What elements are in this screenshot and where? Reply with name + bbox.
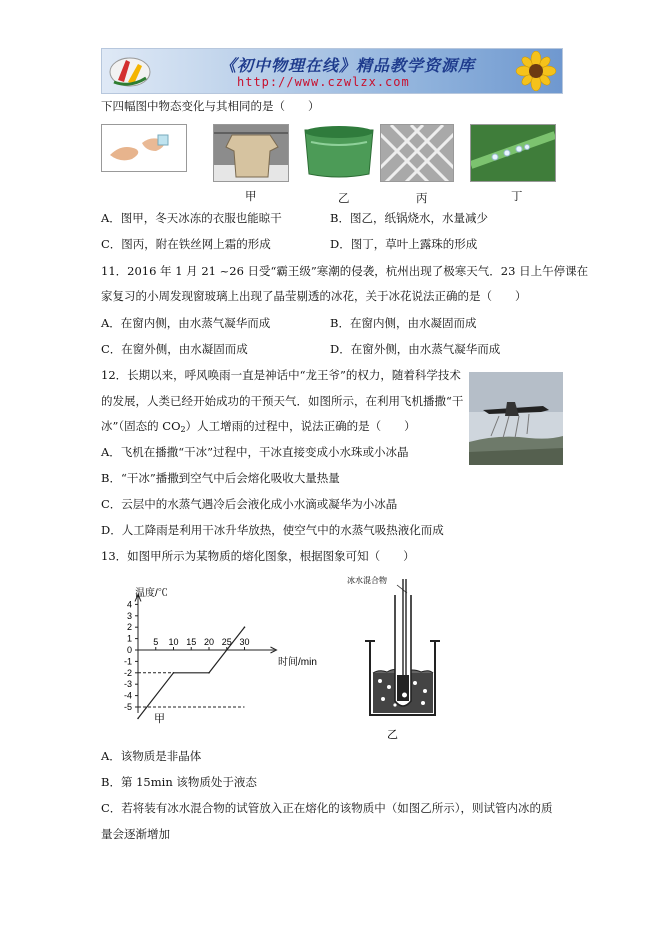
q12-stem-line3-pre: 冰”（固态的 CO [101,419,181,433]
chart-x-tick-label: 5 [153,637,159,647]
q10-caption-a: 甲 [245,189,257,203]
q13-stem: 13．如图甲所示为某物质的熔化图象，根据图象可知（ ） [101,549,415,563]
chart-x-tick-label: 25 [221,637,232,647]
q13-figure-b-label: 冰水混合物 [347,576,387,585]
header-banner [101,48,563,94]
chart-x-tick-label: 10 [168,637,179,647]
chart-x-tick-label: 15 [186,637,197,647]
q12-figure-plane-seeding [469,372,563,465]
chart-x-axis-label: 时间/min [278,657,317,668]
chart-ticks [124,599,250,712]
q11-option-a[interactable]: A．在窗内侧，由水蒸气凝华而成 [101,316,271,330]
q10-option-c[interactable]: C．图丙，附在铁丝网上霜的形成 [101,237,271,251]
q11-option-d[interactable]: D．在窗外侧，由水蒸气凝华而成 [330,342,501,356]
q10-option-a[interactable]: A．图甲，冬天冰冻的衣服也能晾干 [101,211,282,225]
chart-y-tick-label: -5 [123,702,132,712]
q13-option-c-line2[interactable]: 量会逐渐增加 [101,827,170,841]
chart-series-point [208,672,210,674]
chart-y-tick-label: 4 [126,599,132,610]
q11-stem-line1: 11．2016 年 1 月 21 ~26 日受“霸王级”寒潮的侵袭，杭州出现了极寒天气．23 日上午停课在 [101,264,589,278]
q10-figure-dew-grass [470,124,556,182]
q10-caption-d: 丁 [511,189,523,203]
q10-figure-frozen-clothes [213,124,289,182]
chart-y-tick-label: -3 [123,679,132,690]
q10-caption-c: 丙 [416,191,428,205]
chart-y-tick-label: 0 [126,645,132,655]
q10-figure-paper-pot [303,124,375,180]
q13-figure-a-caption: 甲 [154,712,165,725]
q11-option-b[interactable]: B．在窗内侧，由水凝固而成 [330,316,477,330]
q12-option-d[interactable]: D．人工降雨是利用干冰升华放热，使空气中的水蒸气吸热液化而成 [101,523,444,537]
banner-logo-icon [108,52,152,90]
q10-figure-wire-mesh [380,124,454,182]
q13-figure-b-apparatus [345,575,455,747]
q12-stem-line3-sub: 2 [180,425,186,434]
q12-stem-line1: 12．长期以来，呼风唤雨一直是神话中“龙王爷”的权力，随着科学技术 [101,368,461,382]
q11-stem-line2: 家复习的小周发现窗玻璃上出现了晶莹剔透的冰花，关于冰花说法正确的是（ ） [101,289,527,303]
chart-y-tick-label: -2 [123,667,132,678]
sunflower-icon [514,51,558,91]
chart-y-tick-label: -1 [123,656,132,667]
banner-title: 《初中物理在线》精品教学资源库 [220,56,476,75]
chart-series-point [173,672,175,674]
q12-stem-line3 [101,419,416,437]
chart-x-tick-label: 20 [203,637,215,647]
q10-stem: 下四幅图中物态变化与其相同的是（ ） [101,99,320,113]
q10-figure-hands [101,124,187,172]
q10-caption-b: 乙 [338,191,350,205]
q12-stem-line2: 的发展，人类已经开始成功的干预天气．如图所示，在利用飞机播撒“干 [101,394,464,408]
q10-option-d[interactable]: D．图丁，草叶上露珠的形成 [330,237,478,251]
chart-series-point [137,718,139,720]
chart-y-axis-label: 温度/℃ [135,588,168,599]
q13-option-c-line1[interactable]: C．若将装有冰水混合物的试管放入正在熔化的该物质中（如图乙所示），则试管内冰的质 [101,801,553,815]
chart-x-tick-label: 30 [239,637,250,647]
q11-option-c[interactable]: C．在窗外侧，由水凝固而成 [101,342,248,356]
chart-y-tick-label: 2 [126,622,132,633]
q13-melting-chart [95,575,340,735]
chart-y-tick-label: -4 [123,690,132,701]
banner-url[interactable]: http://www.czwlzx.com [237,75,410,89]
q12-option-b[interactable]: B．“干冰”播撒到空气中后会熔化吸收大量热量 [101,471,340,485]
chart-series-point [244,626,246,628]
q13-option-b[interactable]: B．第 15min 该物质处于液态 [101,775,257,789]
chart-y-tick-label: 1 [126,633,132,644]
chart-y-tick-label: 3 [126,610,132,621]
q12-stem-line3-post: ）人工增雨的过程中，说法正确的是（ ） [185,419,416,433]
q12-option-c[interactable]: C．云层中的水蒸气遇冷后会液化成小水滴或凝华为小冰晶 [101,497,398,511]
q13-figure-b-caption: 乙 [387,728,398,741]
q12-option-a[interactable]: A．飞机在播撒“干冰”过程中，干冰直接变成小水珠或小冰晶 [101,445,409,459]
q10-option-b[interactable]: B．图乙，纸锅烧水，水量减少 [330,211,488,225]
q13-option-a[interactable]: A．该物质是非晶体 [101,749,202,763]
